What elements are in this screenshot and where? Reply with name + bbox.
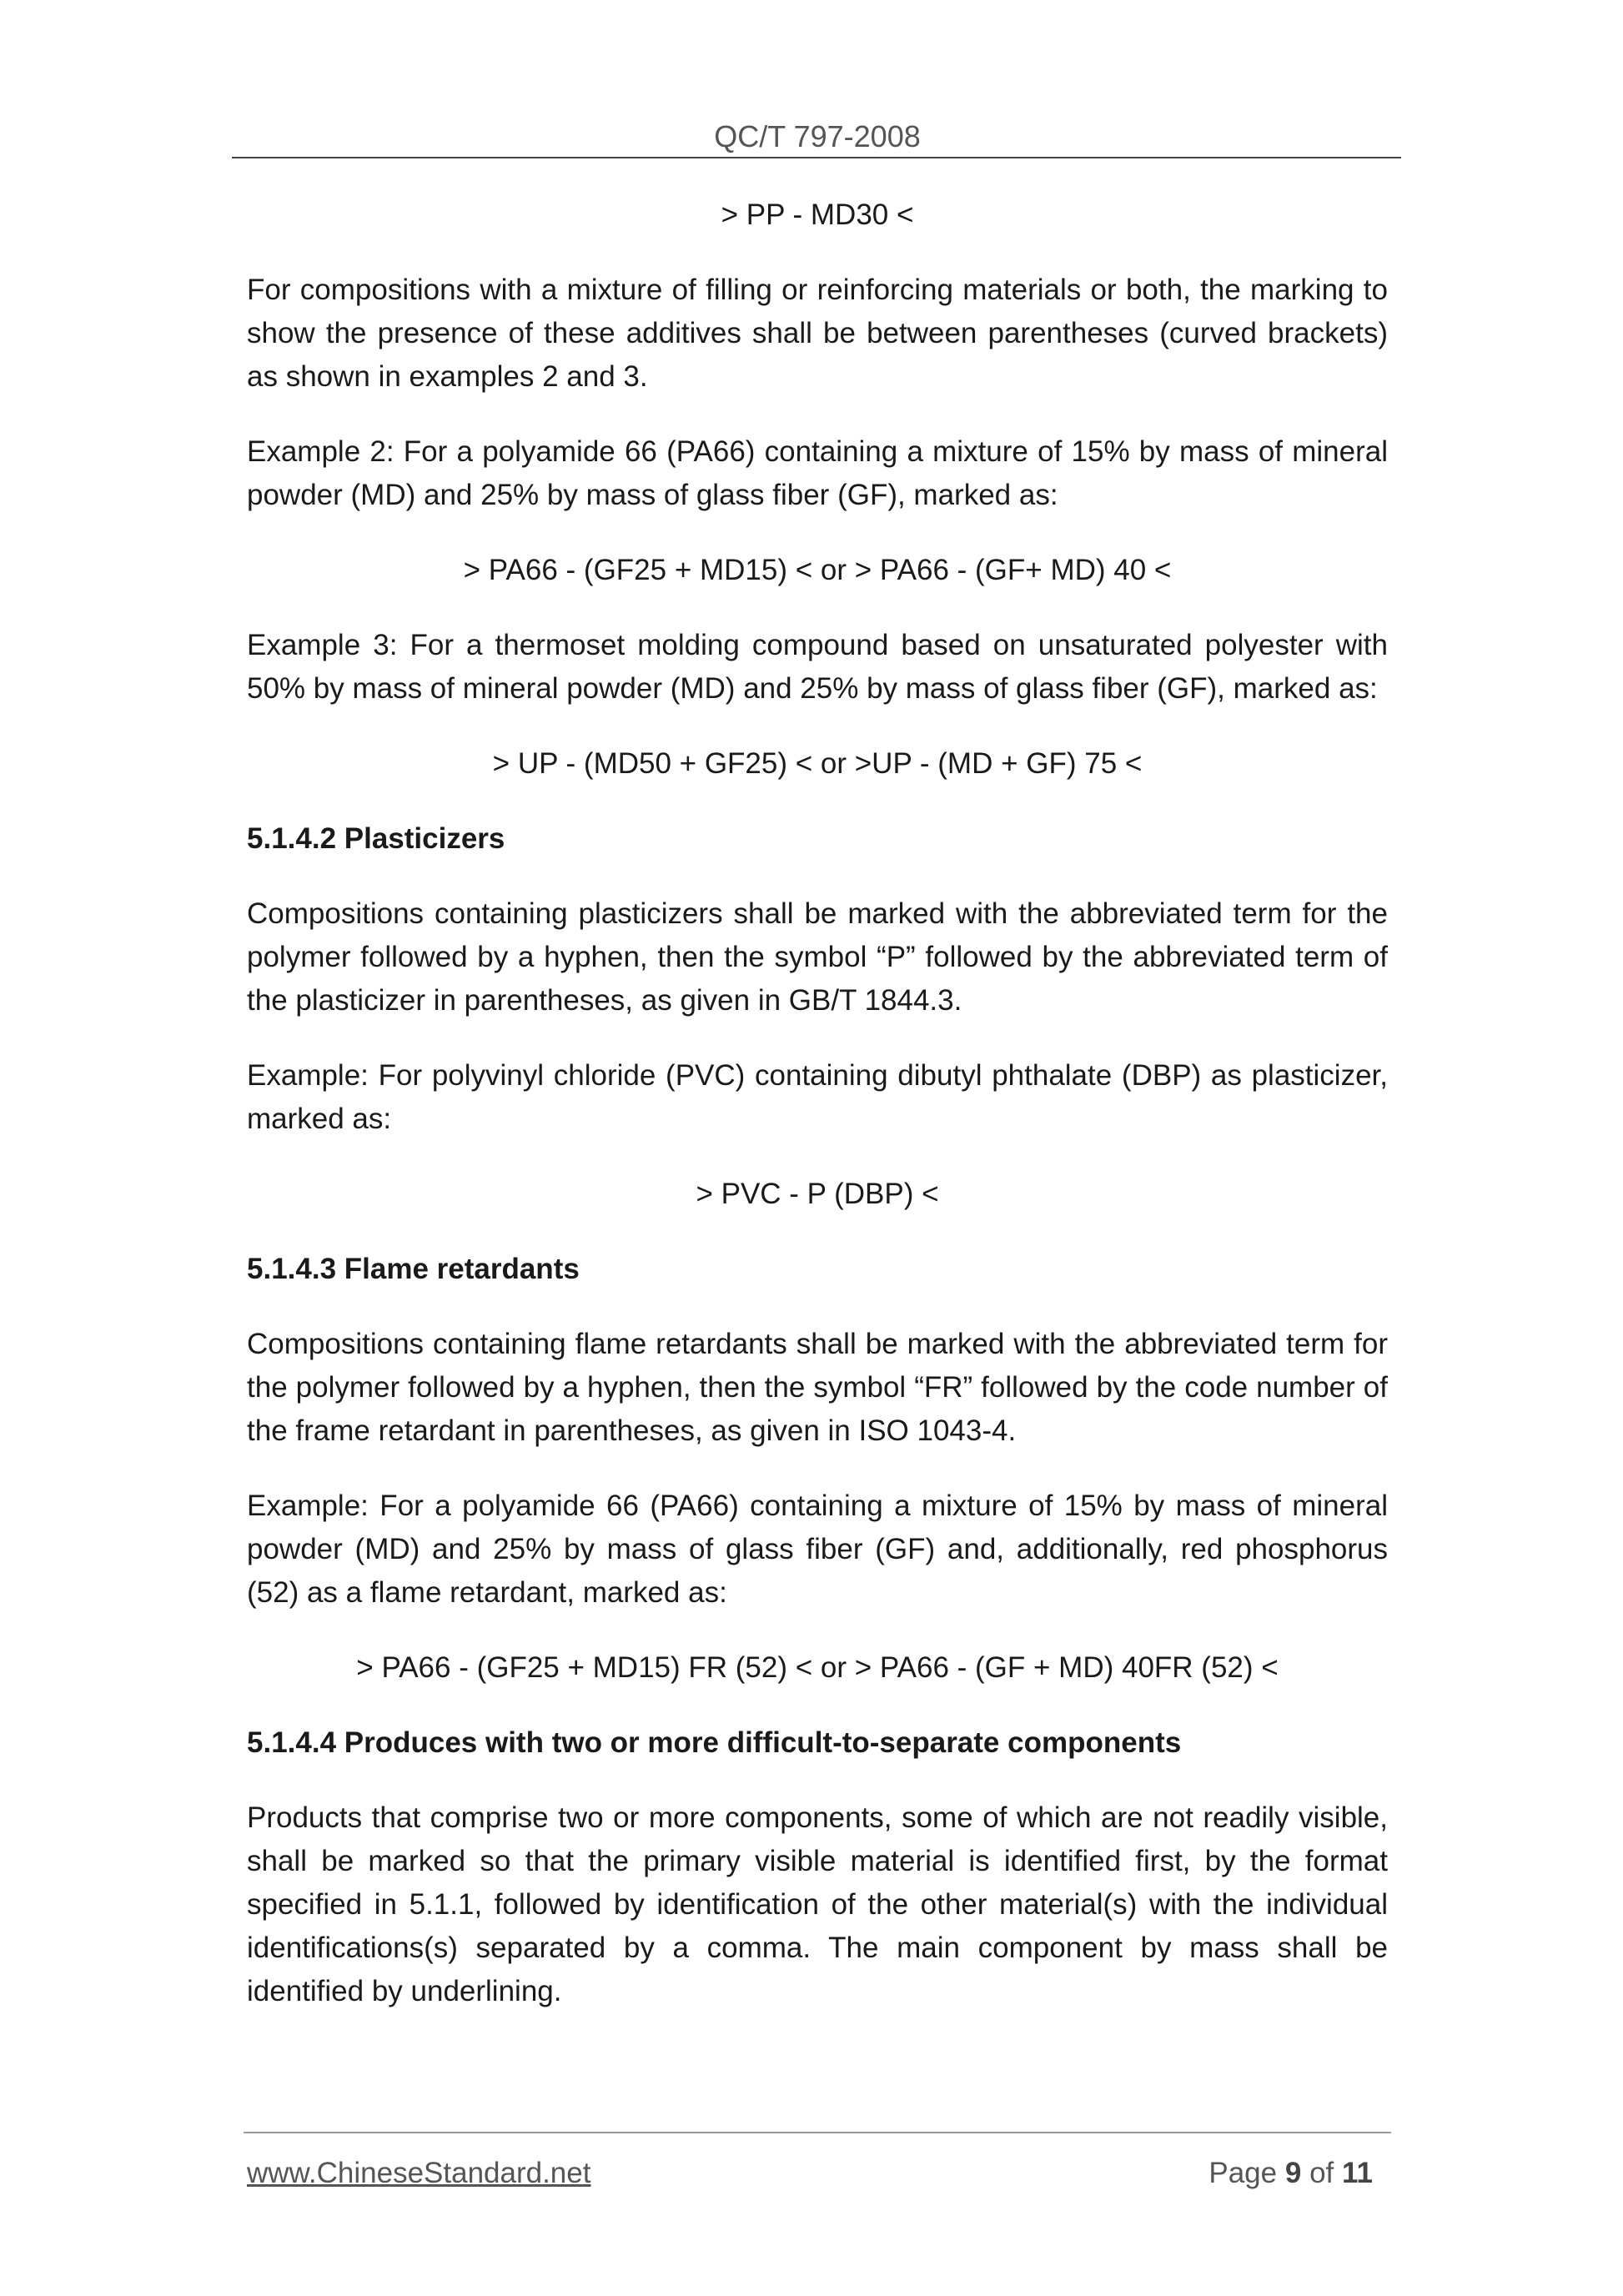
paragraph-flame-retardant-example: Example: For a polyamide 66 (PA66) containing a mixture of 15% by mass of mineral powder (MD) and 25% by mass of glass fiber (GF) and, additionally, red phosphorus (52) as a flame retardant, marked as: — [247, 1490, 1388, 1609]
header-divider — [232, 157, 1401, 158]
page-number — [1208, 2153, 1373, 2193]
paragraph-example-2: Example 2: For a polyamide 66 (PA66) containing a mixture of 15% by mass of mineral powder (MD) and 25% by mass of glass fiber (GF), marked as: — [247, 435, 1388, 511]
footer-divider — [244, 2132, 1391, 2133]
document-id-header: QC/T 797-2008 — [714, 119, 921, 153]
paragraph-mixture-marking: For compositions with a mixture of filling or reinforcing materials or both, the marking to show the presence of these additives shall be between parentheses (curved brackets) as shown in examples 2 and 3. — [247, 274, 1388, 393]
formula-example-2: > PA66 - (GF25 + MD15) < or > PA66 - (GF+ MD) 40 < — [463, 554, 1172, 586]
page-prefix: Page — [1208, 2157, 1278, 2189]
formula-plasticizer: > PVC - P (DBP) < — [696, 1178, 939, 1210]
document-body — [247, 193, 1388, 2045]
page-total: 11 — [1342, 2157, 1373, 2189]
page-current: 9 — [1284, 2157, 1302, 2189]
section-heading-multi-component: 5.1.4.4 Produces with two or more difficult-to-separate components — [247, 1726, 1182, 1759]
paragraph-multi-component: Products that comprise two or more components, some of which are not readily visible, shall be marked so that the primary visible material is identified first, by the format specified in 5.1.1, followed by identification of the other material(s) with the individual identifications(s) separated by a comma. The main component by mass shall be identified by underlining. — [247, 1801, 1388, 2007]
page-of: of — [1309, 2157, 1334, 2189]
section-heading-flame-retardants: 5.1.4.3 Flame retardants — [247, 1253, 580, 1285]
paragraph-flame-retardants: Compositions containing flame retardants shall be marked with the abbreviated term for the polymer followed by a hyphen, then the symbol “FR” followed by the code number of the frame retardant in parentheses, as given in ISO 1043-4. — [247, 1328, 1388, 1447]
website-link[interactable]: www.ChineseStandard.net — [247, 2157, 591, 2189]
formula-example-3: > UP - (MD50 + GF25) < or >UP - (MD + GF) 75 < — [492, 747, 1143, 780]
section-heading-plasticizers: 5.1.4.2 Plasticizers — [247, 822, 505, 855]
formula-flame-retardant: > PA66 - (GF25 + MD15) FR (52) < or > PA66 - (GF + MD) 40FR (52) < — [356, 1651, 1279, 1684]
paragraph-plasticizer-example: Example: For polyvinyl chloride (PVC) containing dibutyl phthalate (DBP) as plasticizer, marked as: — [247, 1059, 1388, 1135]
formula-example-1: > PP - MD30 < — [721, 198, 914, 231]
paragraph-plasticizers: Compositions containing plasticizers shall be marked with the abbreviated term for the polymer followed by a hyphen, then the symbol “P” followed by the abbreviated term of the plasticizer in parentheses, as given in GB/T 1844.3. — [247, 897, 1388, 1017]
paragraph-example-3: Example 3: For a thermoset molding compound based on unsaturated polyester with 50% by mass of mineral powder (MD) and 25% by mass of glass fiber (GF), marked as: — [247, 629, 1388, 705]
